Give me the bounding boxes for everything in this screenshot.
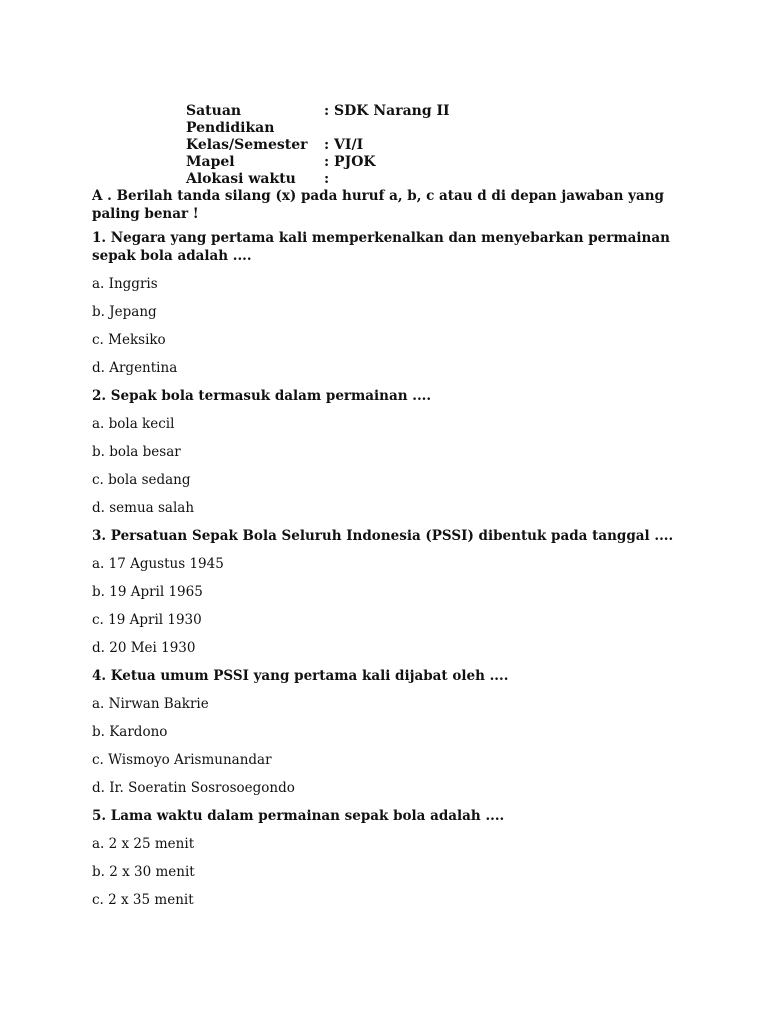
header-value: : SDK Narang II [324,103,450,119]
option-c: c. 19 April 1930 [92,612,202,628]
option-a: a. bola kecil [92,416,175,432]
option-c: c. Wismoyo Arismunandar [92,752,272,768]
options-list [92,835,682,919]
option-a: a. Nirwan Bakrie [92,696,209,712]
option-d: d. Argentina [92,360,178,376]
options-list [92,415,682,527]
exam-header [186,103,450,188]
option-a: a. Inggris [92,276,158,292]
question-block-2 [92,387,682,527]
option-b: b. Jepang [92,304,157,320]
header-label: Alokasi waktu [186,171,296,187]
option-c: c. bola sedang [92,472,191,488]
option-c: c. Meksiko [92,332,166,348]
option-b: b. 2 x 30 menit [92,864,195,880]
question-block-5 [92,807,682,919]
header-row-school [186,103,450,137]
header-label: Mapel [186,154,235,170]
header-row-subject [186,154,450,171]
option-b: b. Kardono [92,724,168,740]
options-list [92,695,682,807]
options-list [92,275,682,387]
header-row-class [186,137,450,154]
exam-content [92,187,682,919]
question-text: 5. Lama waktu dalam permainan sepak bola adalah .... [92,808,505,824]
option-b: b. 19 April 1965 [92,584,203,600]
question-text: 3. Persatuan Sepak Bola Seluruh Indonesia (PSSI) dibentuk pada tanggal .... [92,528,674,544]
header-label: Satuan Pendidikan [186,103,275,136]
header-value: : VI/I [324,137,364,153]
question-text: 2. Sepak bola termasuk dalam permainan .... [92,388,432,404]
question-text: 1. Negara yang pertama kali memperkenalkan dan menyebarkan permainan sepak bola adalah .... [92,230,670,264]
header-value: : PJOK [324,154,376,170]
question-block-3 [92,527,682,667]
option-c: c. 2 x 35 menit [92,892,194,908]
option-d: d. 20 Mei 1930 [92,640,196,656]
question-block-1 [92,229,682,387]
question-block-4 [92,667,682,807]
instruction-text: A . Berilah tanda silang (x) pada huruf a, b, c atau d di depan jawaban yang paling benar ! [92,188,664,222]
option-a: a. 17 Agustus 1945 [92,556,224,572]
option-d: d. semua salah [92,500,195,516]
options-list [92,555,682,667]
option-d: d. Ir. Soeratin Sosrosoegondo [92,780,295,796]
header-value: : [324,171,330,187]
question-text: 4. Ketua umum PSSI yang pertama kali dijabat oleh .... [92,668,509,684]
header-label: Kelas/Semester [186,137,308,153]
header-row-time [186,171,450,188]
option-a: a. 2 x 25 menit [92,836,195,852]
option-b: b. bola besar [92,444,181,460]
